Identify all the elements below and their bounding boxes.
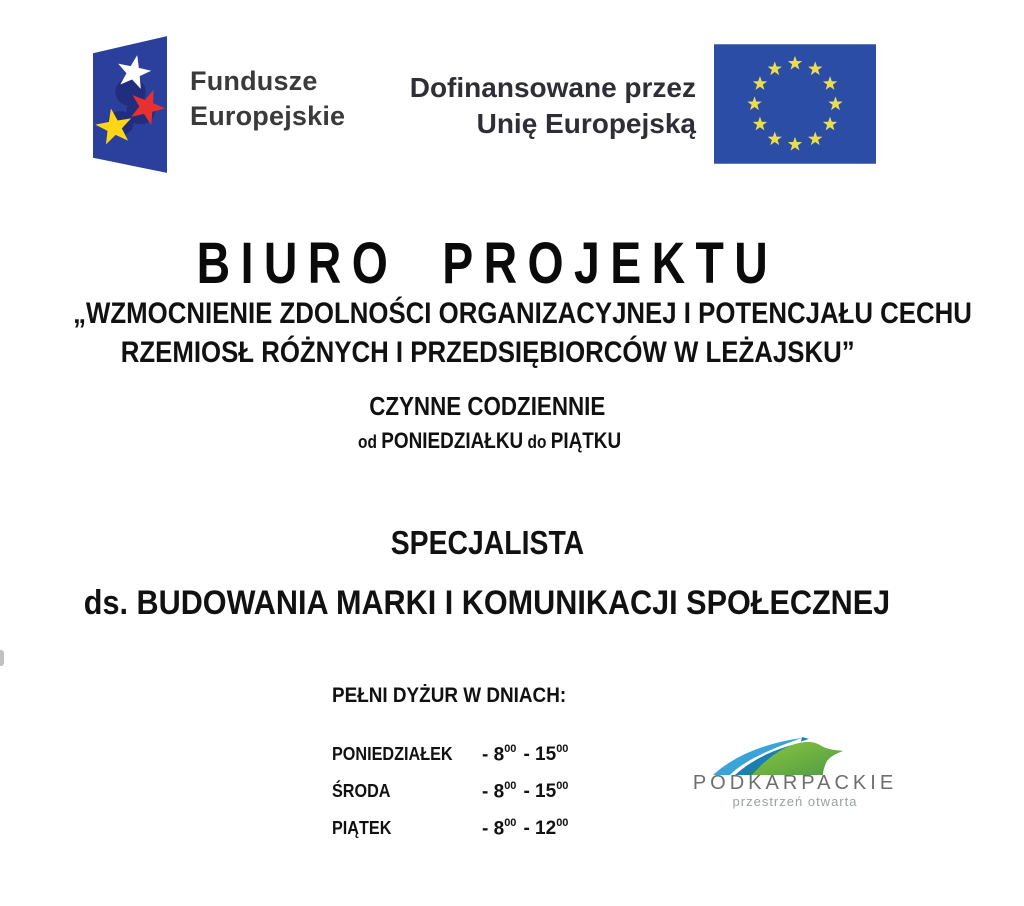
- duty-hours-heading: PEŁNI DYŻUR W DNIACH:: [332, 684, 567, 707]
- specialist-title: SPECJALISTA: [390, 524, 585, 561]
- day-label: PIĄTEK: [332, 818, 392, 838]
- european-funds-wordmark: [190, 64, 345, 134]
- open-daily-text: CZYNNE CODZIENNIE: [369, 391, 606, 421]
- cofunded-line2: Unię Europejską: [476, 108, 696, 139]
- cofunded-line1: Dofinansowane przez: [409, 72, 696, 103]
- specialist-role-line: ds. BUDOWANIA MARKI I KOMUNIKACJI SPOŁECZNEJ: [84, 584, 891, 622]
- eu-flag-icon: [714, 44, 876, 164]
- hours-value: - $8^{00} - 15^{00}$: [482, 743, 569, 766]
- podkarpackie-wordmark: PODKARPACKIE: [692, 772, 898, 794]
- scan-edge-artifact: [0, 650, 4, 666]
- european-funds-logo-icon: [93, 36, 167, 173]
- hours-value: - $8^{00} - 12^{00}$: [482, 817, 569, 840]
- to-label: do: [527, 432, 547, 452]
- day-label: ŚRODA: [332, 781, 391, 801]
- project-name-line2: RZEMIOSŁ RÓŻNYCH I PRZEDSIĘBIORCÓW W LEŻAJSKU”: [120, 336, 855, 369]
- day-label: PONIEDZIAŁEK: [332, 744, 453, 764]
- from-label: od: [358, 432, 378, 452]
- fe-wordmark-line2: Europejskie: [190, 101, 346, 131]
- project-name-line1: „WZMOCNIENIE ZDOLNOŚCI ORGANIZACYJNEJ I POTENCJAŁU CECHU: [73, 297, 972, 330]
- table-row: [332, 818, 568, 855]
- cofunded-by-eu-text: [378, 70, 696, 142]
- fe-wordmark-line1: Fundusze: [190, 66, 318, 96]
- table-row: [332, 781, 568, 818]
- page-title: BIURO PROJEKTU: [196, 231, 779, 296]
- to-day: PIĄTKU: [550, 428, 622, 453]
- table-row: [332, 744, 568, 781]
- open-days-range: [0, 428, 975, 454]
- from-day: PONIEDZIAŁKU: [381, 428, 524, 453]
- podkarpackie-tagline: przestrzeń otwarta: [732, 794, 858, 809]
- duty-hours-table: [332, 744, 568, 855]
- hours-value: - $8^{00} - 15^{00}$: [482, 780, 569, 803]
